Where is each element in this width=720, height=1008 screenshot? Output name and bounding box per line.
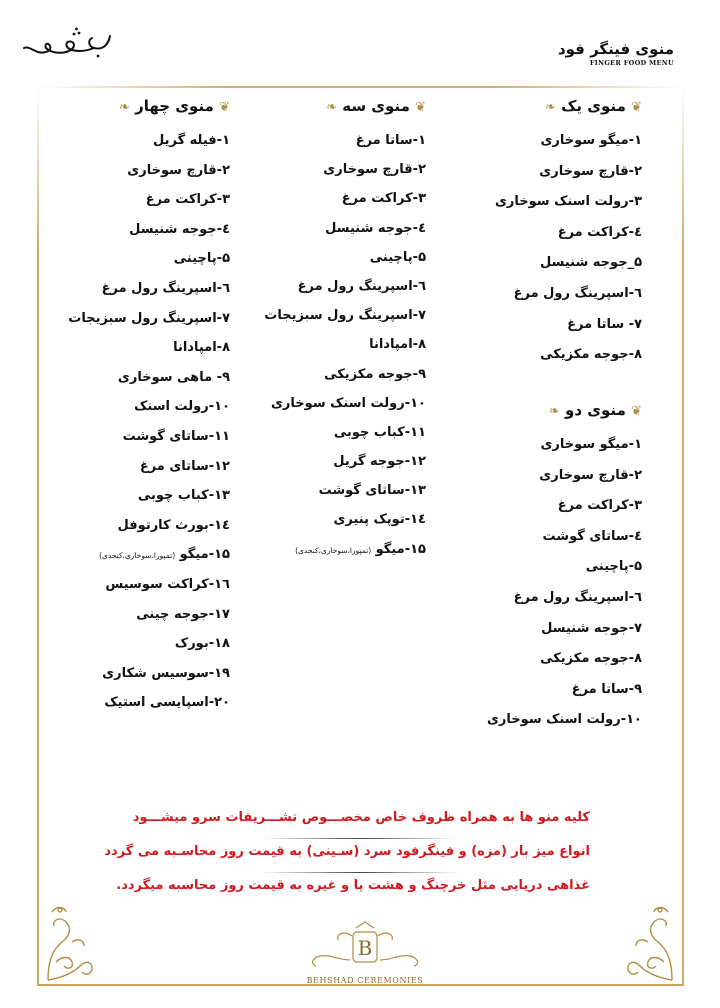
list-item: [68, 540, 230, 570]
list-item: ۱۲-ساتای مرغ: [139, 458, 230, 474]
list-item: ٤-جوجه شنیسل: [129, 221, 230, 237]
list-item: ۱۰-رولت اسنک: [134, 399, 230, 415]
list-item: ۵_جوجه شنیسل: [540, 255, 642, 271]
list-item-text: ۱۵-میگو: [375, 541, 426, 557]
list-item: ۷-اسپرینگ رول سبزیجات: [264, 308, 426, 324]
note-line: کلیه منو ها به همراه ظروف خاص مخصـــوص تشـــریفات سرو میشـــود: [132, 810, 590, 825]
leaf-ornament-icon: ❦: [631, 100, 642, 115]
frame-right-border: [682, 86, 684, 986]
crest-icon: [290, 920, 440, 976]
list-item: ۷-اسپرینگ رول سبزیجات: [68, 310, 230, 326]
menu-two: [487, 398, 642, 736]
note-line: انواع میز بار (مزه) و فینگرفود سرد (سـینی) به قیمت روز محاسـبه می گردد: [104, 844, 590, 859]
frame-left-border: [37, 86, 39, 986]
list-item: ۱٦-کراکت سوسیس: [105, 576, 230, 592]
list-item: ۹-جوجه مکزیکی: [324, 366, 426, 382]
list-item: ۱۳-کباب چوبی: [137, 488, 230, 504]
list-item: ۳-رولت اسنک سوخاری: [494, 194, 642, 210]
list-item: ٤-جوجه شنیسل: [325, 220, 426, 236]
brand-name: BEHSHAD CEREMONIES: [306, 976, 424, 985]
menu-four: [68, 94, 230, 718]
list-item: ۳-کراکت مرغ: [145, 192, 230, 208]
behshad-script-logo: [18, 22, 118, 62]
list-item: ۱۱-ساتای گوشت: [122, 428, 230, 444]
list-item: ٦-اسپرینگ رول مرغ: [513, 285, 642, 301]
menu-title-text: منوی یک: [561, 97, 626, 115]
frame-top-border: [37, 86, 684, 88]
list-item: ۸-جوجه مکزیکی: [540, 651, 642, 667]
list-item: ۳-کراکت مرغ: [557, 498, 642, 514]
list-item: ۱۱-کباب چوبی: [333, 424, 426, 440]
leaf-ornament-icon: ❧: [548, 404, 560, 419]
list-item: ۳-کراکت مرغ: [341, 191, 426, 207]
menu-items-list: [264, 126, 426, 564]
list-item: ۸-امپادانا: [173, 340, 230, 356]
list-item: ۱۲-جوجه گریل: [333, 454, 426, 470]
baroque-corner-ornament-icon: [618, 902, 678, 982]
menu-title: [495, 94, 642, 118]
list-item-note: (تمپورا،سوخاری،کنجدی): [295, 545, 372, 555]
list-item: ۷- ساتا مرغ: [567, 316, 642, 332]
list-item-text: ۱۵-میگو: [179, 547, 230, 563]
menu-items-list: [495, 126, 642, 371]
menu-title-text: منوی چهار: [135, 97, 214, 115]
leaf-ornament-icon: ❧: [118, 100, 130, 115]
leaf-ornament-icon: ❦: [415, 100, 426, 115]
leaf-ornament-icon: ❦: [631, 404, 642, 419]
list-item: ۲-قارچ سوخاری: [127, 162, 230, 178]
menu-items-list: [487, 430, 642, 736]
list-item: ۱۳-ساتای گوشت: [318, 483, 426, 499]
brand-letter: B: [357, 936, 373, 960]
list-item: ۱۹-سوسیس شکاری: [102, 665, 230, 681]
page-title: منوی فینگر فود: [557, 40, 674, 58]
note-divider: [260, 838, 460, 839]
list-item: ۱۸-بورک: [174, 636, 230, 652]
leaf-ornament-icon: ❦: [219, 100, 230, 115]
menu-title: [68, 94, 230, 118]
list-item: ٦-اسپرینگ رول مرغ: [101, 280, 230, 296]
list-item: ٤-ساتای گوشت: [542, 528, 642, 544]
list-item: ۱-میگو سوخاری: [540, 437, 642, 452]
list-item: ٦-اسپرینگ رول مرغ: [513, 589, 642, 605]
list-item: ۵-پاچینی: [369, 249, 426, 265]
menu-title: [264, 94, 426, 118]
list-item-note: (تمپورا،سوخاری،کنجدی): [99, 551, 176, 561]
note-divider: [260, 872, 460, 873]
list-item: ۱۰-رولت اسنک سوخاری: [271, 395, 426, 411]
baroque-corner-ornament-icon: [42, 902, 102, 982]
list-item: ۲-قارچ سوخاری: [323, 162, 426, 178]
menu-one: [495, 94, 642, 371]
list-item: ۵-پاچینی: [173, 251, 230, 267]
list-item: ۸-امپادانا: [369, 337, 426, 353]
list-item: ۱-ساتا مرغ: [355, 133, 426, 148]
notes-section: [104, 804, 590, 906]
list-item: ۵-پاچینی: [585, 559, 642, 575]
list-item: ۲-قارچ سوخاری: [539, 163, 642, 179]
list-item: ۷-جوجه شنیسل: [541, 620, 642, 636]
menu-title-text: منوی دو: [565, 401, 626, 419]
page-subtitle: FINGER FOOD MENU: [589, 59, 674, 67]
menu-title-text: منوی سه: [342, 97, 410, 115]
list-item: ۱-فیله گریل: [153, 133, 230, 148]
list-item: [264, 535, 426, 564]
brand-emblem: [290, 920, 440, 990]
page-header: [558, 40, 674, 67]
list-item: ۹- ماهی سوخاری: [117, 369, 230, 385]
list-item: ۹-ساتا مرغ: [571, 681, 642, 697]
list-item: ۱٤-بورث کارتوفل: [117, 517, 230, 533]
menu-items-list: [68, 126, 230, 718]
leaf-ornament-icon: ❧: [326, 100, 337, 115]
list-item: ۲-قارچ سوخاری: [539, 467, 642, 483]
list-item: ٤-کراکت مرغ: [557, 224, 642, 240]
list-item: ۲۰-اسپایسی استیک: [104, 695, 230, 711]
note-line: غذاهی دریایی مثل خرچنگ و هشت پا و غیره به قیمت روز محاسبه میگردد.: [116, 878, 590, 893]
menu-three: [264, 94, 426, 564]
list-item: ۱۰-رولت اسنک سوخاری: [487, 712, 642, 728]
list-item: ۱٤-توپک پنیری: [333, 512, 426, 528]
list-item: ۱۷-جوجه چینی: [136, 606, 230, 622]
menu-title: [487, 398, 642, 422]
list-item: ۱-میگو سوخاری: [540, 133, 642, 148]
leaf-ornament-icon: ❧: [544, 100, 556, 115]
list-item: ۸-جوجه مکزیکی: [540, 347, 642, 363]
list-item: ٦-اسپرینگ رول مرغ: [297, 278, 426, 294]
